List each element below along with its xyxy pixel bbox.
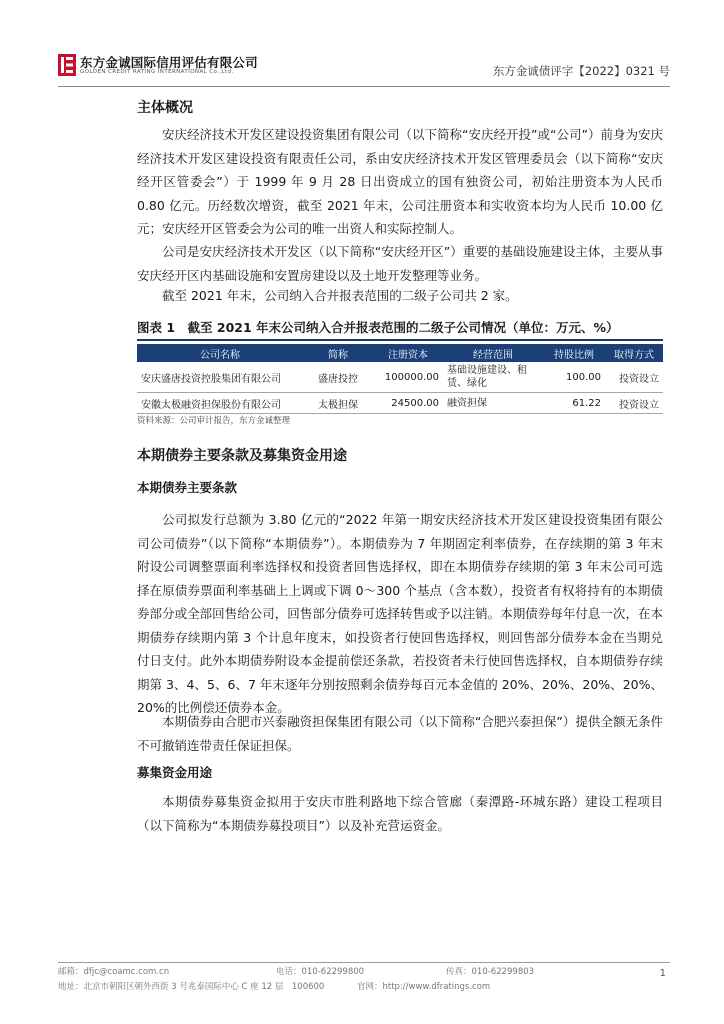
subsection-title-main-terms: 本期债券主要条款 [137, 480, 238, 495]
col-header-share: 持股比例 [543, 344, 605, 362]
cell-capital: 100000.00 [373, 362, 443, 393]
section-title-overview: 主体概况 [137, 100, 193, 116]
cell-abbr: 太极担保 [303, 393, 373, 414]
overview-paragraph-1: 安庆经济技术开发区建设投资集团有限公司（以下简称“安庆经开投”或“公司”）前身为安庆经济技术开发区建设投资有限责任公司，系由安庆经济技术开发区管理委员会（以下简称“安庆经开区管委会”）于 1999 年 9 月 28 日出资成立的国有独资公司，初始注册资本为人民币 0.80 亿元。历经数次增资，截至 2021 年末，公司注册资本和实收资本均为人民币 10.00 亿元；安庆经开区管委会为公司的唯一出资人和实际控制人。 [137, 127, 663, 236]
header-divider [58, 86, 670, 87]
cell-business: 融资担保 [443, 393, 543, 414]
cell-method: 投资设立 [605, 393, 663, 414]
table-row [137, 362, 663, 393]
footer-fax: 传真：010-62299803 [446, 967, 535, 977]
subsidiary-table [137, 344, 663, 414]
cell-business: 基础设施建设、租赁、绿化 [443, 362, 543, 393]
document-number: 东方金诚债评字【2022】0321 号 [492, 64, 670, 78]
table-source-note: 资料来源：公司审计报告，东方金诚整理 [137, 416, 291, 426]
table-top-rule [137, 339, 663, 341]
cell-method: 投资设立 [605, 362, 663, 393]
cell-company: 安徽太极融资担保股份有限公司 [137, 393, 303, 414]
overview-paragraph-2: 公司是安庆经济技术开发区（以下简称“安庆经开区”）重要的基础设施建设主体，主要从事安庆经开区内基础设施和安置房建设以及土地开发整理等业务。 [137, 244, 663, 283]
bond-terms-paragraph-2: 本期债券由合肥市兴泰融资担保集团有限公司（以下简称“合肥兴泰担保”）提供全额无条件不可撤销连带责任保证担保。 [137, 714, 663, 753]
cell-capital: 24500.00 [373, 393, 443, 414]
cell-share: 61.22 [543, 393, 605, 414]
company-name-cn: 东方金诚国际信用评估有限公司 [80, 55, 258, 70]
table-row [137, 393, 663, 414]
col-header-business: 经营范围 [443, 344, 543, 362]
table-1-title: 图表 1 截至 2021 年末公司纳入合并报表范围的二级子公司情况（单位：万元、%） [137, 320, 619, 335]
footer-website: 官网：http://www.dfratings.com [357, 982, 491, 992]
cell-company: 安庆盛唐投资控股集团有限公司 [137, 362, 303, 393]
col-header-company: 公司名称 [137, 344, 303, 362]
bond-terms-paragraph-1: 公司拟发行总额为 3.80 亿元的“2022 年第一期安庆经济技术开发区建设投资集团有限公司公司债券”（以下简称“本期债券”）。本期债券为 7 年期固定利率债券，在存续期的第 3 年末附设公司调整票面利率选择权和投资者回售选择权，即在本期债券存续期的第 3 年末公司可选择在原债券票面利率基础上上调或下调 0～300 个基点（含本数），投资者有权将持有的本期债券部分或全部回售给公司，回售部分债券可选择转售或予以注销。本期债券每年付息一次，在本期债券存续期内第 3 个计息年度末，如投资者行使回售选择权，则回售部分债券本金在当期兑付日支付。此外本期债券附设本金提前偿还条款，若投资者未行使回售选择权，自本期债券存续期第 3、4、5、6、7 年末逐年分别按照剩余债券每百元本金值的 20%、20%、20%、20%、20%的比例偿还债券本金。 [137, 512, 663, 715]
col-header-method: 取得方式 [605, 344, 663, 362]
overview-paragraph-3: 截至 2021 年末，公司纳入合并报表范围的二级子公司共 2 家。 [162, 288, 518, 303]
col-header-abbr: 简称 [303, 344, 373, 362]
footer-address: 地址：北京市朝阳区朝外西街 3 号兆泰国际中心 C 座 12 层 100600 [58, 982, 325, 992]
company-name-en: GOLDEN CREDIT RATING INTERNATIONAL Co.,Ltd. [80, 69, 234, 75]
col-header-capital: 注册资本 [373, 344, 443, 362]
footer-divider [58, 962, 670, 963]
section-title-bond-terms: 本期债券主要条款及募集资金用途 [137, 448, 347, 464]
page-header [58, 50, 670, 84]
cell-share: 100.00 [543, 362, 605, 393]
company-logo-icon [58, 54, 76, 76]
subsection-title-fund-use: 募集资金用途 [137, 765, 213, 780]
cell-abbr: 盛唐投控 [303, 362, 373, 393]
footer-phone: 电话：010-62299800 [276, 967, 365, 977]
fund-use-paragraph: 本期债券募集资金拟用于安庆市胜利路地下综合管廊（秦潭路-环城东路）建设工程项目（以下简称为“本期债券募投项目”）以及补充营运资金。 [137, 794, 663, 833]
page-number: 1 [659, 968, 666, 979]
table-header-row [137, 344, 663, 362]
footer-email: 邮箱：dfjc@coamc.com.cn [58, 967, 170, 977]
